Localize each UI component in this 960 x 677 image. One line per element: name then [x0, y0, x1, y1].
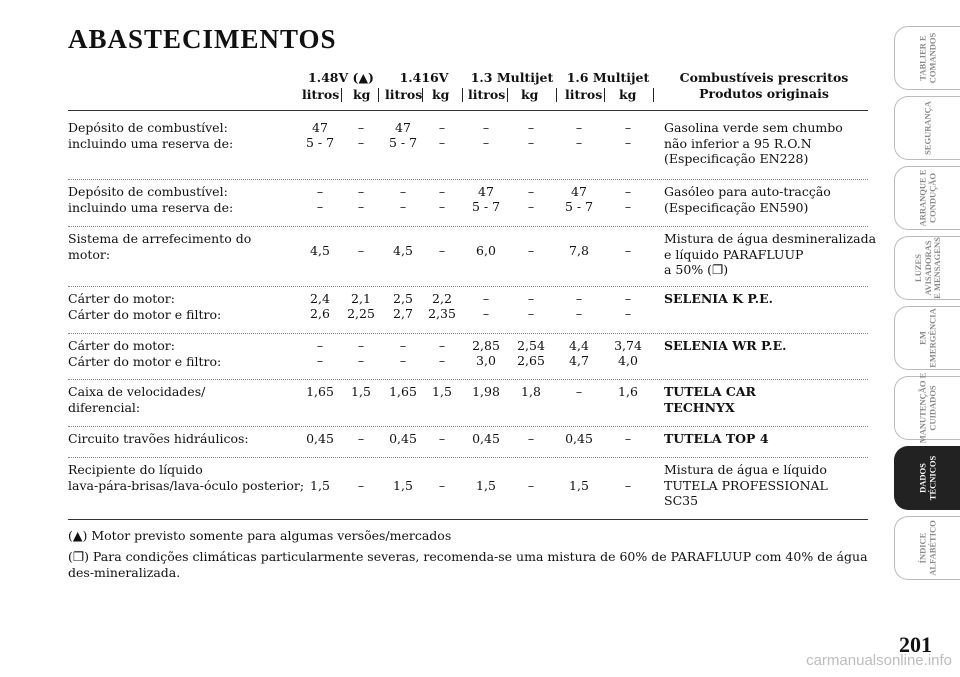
column-header-1-4-16v: 1.416V: [399, 70, 449, 85]
subheader-litros: litros: [565, 87, 603, 102]
tab-label: EM EMERGÊNCIA: [917, 308, 937, 368]
column-header-1-3-multijet: 1.3 Multijet: [470, 70, 554, 85]
row-value: 47 5 - 7: [305, 120, 335, 150]
row-value: 1,5: [351, 384, 371, 399]
row-value: –: [624, 478, 632, 493]
row-value: – –: [399, 338, 407, 368]
row-divider: [68, 226, 868, 227]
column-divider: [556, 88, 557, 102]
tab-label: MANUTENÇÃO E CUIDADOS: [917, 372, 937, 444]
row-label: Sistema de arrefecimento do motor:: [68, 231, 252, 262]
row-value: – –: [624, 184, 632, 214]
row-value: 2,54 2,65: [517, 338, 545, 368]
row-value: – –: [527, 184, 535, 214]
tab-manutencao-e-cuidados[interactable]: [894, 372, 960, 444]
row-value: 6,0: [476, 243, 496, 258]
tab-tablier-e-comandos[interactable]: [894, 26, 960, 90]
row-value: –: [624, 243, 632, 258]
row-value: – –: [438, 120, 446, 150]
row-label: Recipiente do líquido lava-pára-brisas/lava-óculo posterior;: [68, 462, 305, 493]
row-value: – –: [357, 120, 365, 150]
row-value: – –: [575, 120, 583, 150]
row-value: – –: [399, 184, 407, 214]
row-fuel: Mistura de água e líquido TUTELA PROFESSIONAL SC35: [664, 462, 828, 508]
tab-label: DADOS TÉCNICOS: [917, 455, 937, 501]
subheader-divider: [341, 88, 342, 102]
row-value: 2,1 2,25: [347, 291, 375, 321]
tab-em-emergencia[interactable]: [894, 306, 960, 370]
column-header-1-4-8v: 1.48V (▲): [308, 70, 374, 85]
row-value: –: [527, 478, 535, 493]
row-value: 1,5: [476, 478, 496, 493]
subheader-kg: kg: [521, 87, 539, 102]
row-value: – –: [527, 291, 535, 321]
footnote-engine: (▲) Motor previsto somente para algumas versões/mercados: [68, 528, 452, 543]
row-value: 1,5: [310, 478, 330, 493]
row-value: 47 5 - 7: [564, 184, 594, 214]
row-value: 7,8: [569, 243, 589, 258]
row-value: –: [357, 478, 365, 493]
row-value: 4,4 4,7: [569, 338, 589, 368]
watermark: carmanualsonline.info: [806, 652, 952, 669]
row-value: 0,45: [565, 431, 593, 446]
page-number: 201: [899, 632, 932, 657]
tab-label: TABLIER E COMANDOS: [917, 32, 937, 84]
row-divider: [68, 457, 868, 458]
row-value: –: [527, 243, 535, 258]
fuel-header-line2: Produtos originais: [699, 86, 829, 101]
row-value: 1,98: [472, 384, 500, 399]
row-value: – –: [438, 338, 446, 368]
row-value: 0,45: [472, 431, 500, 446]
column-header-fuels: [664, 70, 864, 102]
row-value: 47 5 - 7: [388, 120, 418, 150]
row-value: 1,5: [432, 384, 452, 399]
subheader-kg: kg: [619, 87, 637, 102]
row-divider: [68, 379, 868, 380]
header-rule: [68, 110, 868, 111]
row-value: 1,5: [393, 478, 413, 493]
tab-label: ARRANQUE E CONDUÇÃO: [917, 169, 937, 227]
row-divider: [68, 426, 868, 427]
row-value: –: [527, 431, 535, 446]
fuel-header-line1: Combustíveis prescritos: [679, 70, 849, 85]
subheader-kg: kg: [432, 87, 450, 102]
row-label: Circuito travões hidráulicos:: [68, 431, 249, 446]
row-value: – –: [316, 338, 324, 368]
footnote-climate: (❐) Para condições climáticas particularmente severas, recomenda-se uma mistura de 60% de PARAFLUUP com 40% de água des-mineralizada.: [68, 549, 868, 580]
page-title: ABASTECIMENTOS: [68, 24, 337, 54]
row-value: – –: [624, 291, 632, 321]
row-value: – –: [438, 184, 446, 214]
row-value: –: [357, 431, 365, 446]
row-fuel: SELENIA WR P.E.: [664, 338, 787, 353]
row-value: –: [624, 431, 632, 446]
row-value: 0,45: [389, 431, 417, 446]
row-divider: [68, 286, 868, 287]
row-value: 2,85 3,0: [472, 338, 500, 368]
row-label: Cárter do motor: Cárter do motor e filtro:: [68, 338, 222, 369]
subheader-divider: [422, 88, 423, 102]
row-fuel: Mistura de água desmineralizada e líquido PARAFLUUP a 50% (❐): [664, 231, 877, 277]
row-value: – –: [482, 291, 490, 321]
table-bottom-rule: [68, 519, 868, 520]
row-value: 2,2 2,35: [428, 291, 456, 321]
tab-label: ÍNDICE ALFABÉTICO: [917, 520, 937, 576]
row-label: Caixa de velocidades/ diferencial:: [68, 384, 206, 415]
tab-dados-tecnicos[interactable]: [894, 446, 960, 510]
row-value: – –: [575, 291, 583, 321]
row-fuel: SELENIA K P.E.: [664, 291, 773, 306]
row-divider: [68, 333, 868, 334]
row-value: – –: [357, 338, 365, 368]
tab-indice-alfabetico[interactable]: [894, 516, 960, 580]
row-value: –: [438, 478, 446, 493]
row-label: Depósito de combustível: incluindo uma reserva de:: [68, 120, 234, 151]
tab-label: LUZES AVISADORAS E MENSAGENS: [912, 237, 942, 299]
row-value: 4,5: [310, 243, 330, 258]
row-value: –: [357, 243, 365, 258]
tab-label: SEGURANÇA: [921, 101, 932, 155]
subheader-divider: [604, 88, 605, 102]
row-label: Cárter do motor: Cárter do motor e filtro:: [68, 291, 222, 322]
row-value: 1,8: [521, 384, 541, 399]
row-value: – –: [316, 184, 324, 214]
row-value: 4,5: [393, 243, 413, 258]
row-value: 1,6: [618, 384, 638, 399]
row-value: –: [438, 431, 446, 446]
tab-seguranca[interactable]: [894, 96, 960, 160]
row-value: – –: [357, 184, 365, 214]
row-value: 2,5 2,7: [393, 291, 413, 321]
row-value: 3,74 4,0: [614, 338, 642, 368]
row-value: 2,4 2,6: [310, 291, 330, 321]
row-fuel: Gasóleo para auto-tracção (Especificação EN590): [664, 184, 831, 215]
row-label: Depósito de combustível: incluindo uma reserva de:: [68, 184, 234, 215]
row-value: 1,5: [569, 478, 589, 493]
row-value: 0,45: [306, 431, 334, 446]
row-value: – –: [482, 120, 490, 150]
tab-luzes-avisadoras[interactable]: [894, 236, 960, 300]
row-value: 1,65: [306, 384, 334, 399]
row-divider: [68, 179, 868, 180]
column-divider: [653, 88, 654, 102]
row-fuel: TUTELA TOP 4: [664, 431, 769, 446]
column-divider: [378, 88, 379, 102]
tab-arranque-e-conducao[interactable]: [894, 166, 960, 230]
subheader-divider: [507, 88, 508, 102]
subheader-litros: litros: [385, 87, 423, 102]
row-value: 1,65: [389, 384, 417, 399]
row-fuel: Gasolina verde sem chumbo não inferior a 95 R.O.N (Especificação EN228): [664, 120, 843, 166]
subheader-kg: kg: [353, 87, 371, 102]
row-value: – –: [624, 120, 632, 150]
row-fuel: TUTELA CAR TECHNYX: [664, 384, 756, 415]
row-value: –: [575, 384, 583, 399]
row-value: –: [438, 243, 446, 258]
subheader-litros: litros: [302, 87, 340, 102]
row-value: 47 5 - 7: [471, 184, 501, 214]
column-header-1-6-multijet: 1.6 Multijet: [566, 70, 650, 85]
subheader-litros: litros: [468, 87, 506, 102]
row-value: – –: [527, 120, 535, 150]
column-divider: [462, 88, 463, 102]
